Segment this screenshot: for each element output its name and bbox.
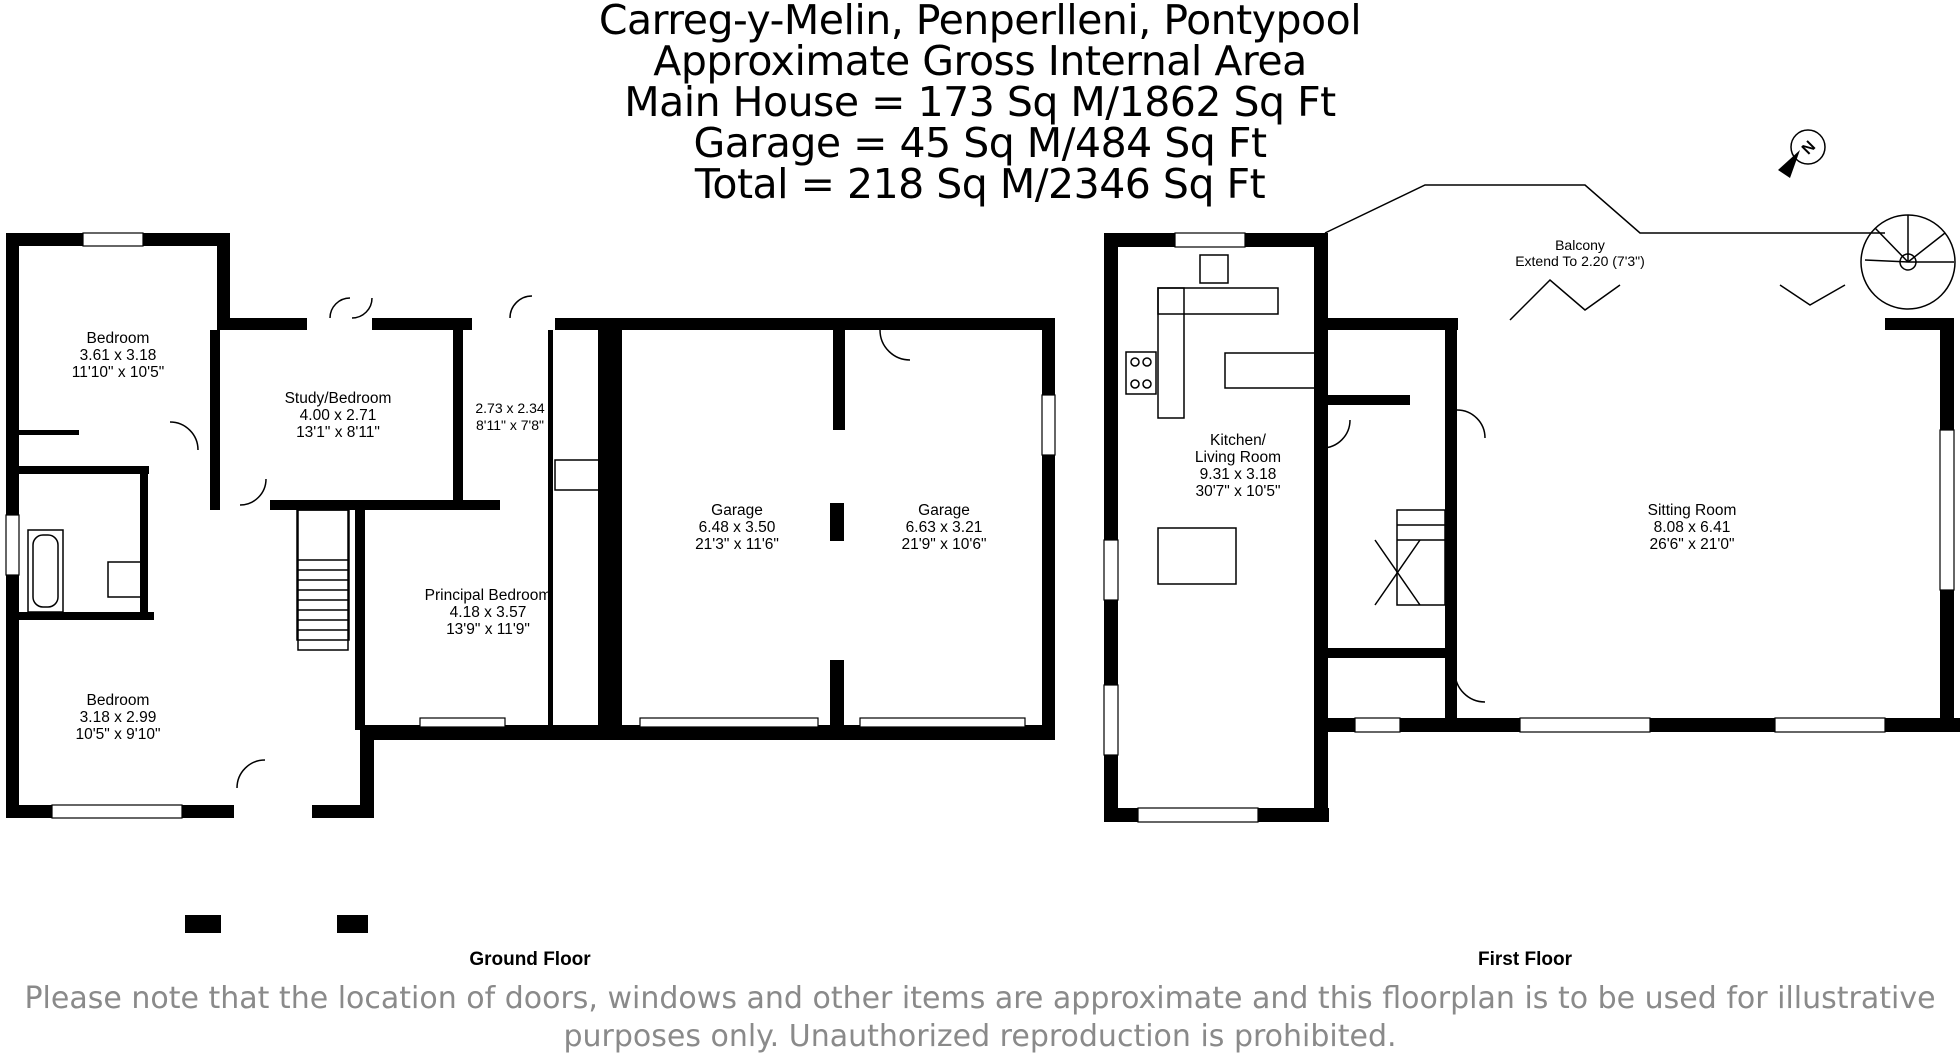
- north-arrow-icon: [1778, 130, 1825, 178]
- gf-study-name: Study/Bedroom: [284, 390, 392, 407]
- gf-bedroom-2-imperial: 10'5" x 9'10": [75, 726, 161, 743]
- gf-garage-2-imperial: 21'9" x 10'6": [901, 536, 987, 553]
- ff-balcony-name: Balcony: [1555, 237, 1605, 253]
- disclaimer-line-2: purposes only. Unauthorized reproduction is prohibited.: [563, 1019, 1397, 1054]
- balcony-outline: [1325, 185, 1885, 233]
- ff-kitchen-name: Kitchen/: [1209, 432, 1267, 449]
- gf-garage-1-imperial: 21'3" x 11'6": [695, 536, 779, 553]
- main-house-area: Main House = 173 Sq M/1862 Sq Ft: [624, 78, 1336, 126]
- gf-principal-bedroom-imperial: 13'9" x 11'9": [446, 621, 530, 638]
- gf-principal-bedroom-name: Principal Bedroom: [424, 587, 552, 604]
- gf-garage-2-metric: 6.63 x 3.21: [905, 519, 983, 536]
- gf-small-room-imperial: 8'11" x 7'8": [476, 417, 544, 433]
- gf-bedroom-1-metric: 3.61 x 3.18: [79, 347, 157, 364]
- garage-area: Garage = 45 Sq M/484 Sq Ft: [693, 119, 1267, 167]
- gf-garage-2-name: Garage: [918, 502, 970, 519]
- ground-floor-label: Ground Floor: [469, 949, 591, 970]
- ground-floor-plan: [6, 233, 1055, 970]
- disclaimer-line-1: Please note that the location of doors, windows and other items are approximate and this floorplan is to be used for illustrative: [24, 981, 1936, 1016]
- gf-small-room-metric: 2.73 x 2.34: [475, 400, 545, 416]
- area-heading: Approximate Gross Internal Area: [653, 37, 1307, 85]
- gf-bedroom-2-metric: 3.18 x 2.99: [79, 709, 157, 726]
- ground-stairs: [298, 510, 348, 650]
- gf-principal-bedroom-metric: 4.18 x 3.57: [449, 604, 527, 621]
- disclaimer: [0, 980, 1960, 1056]
- ff-kitchen-metric: 9.31 x 3.18: [1199, 466, 1277, 483]
- gf-bedroom-1-name: Bedroom: [86, 330, 150, 347]
- total-area: Total = 218 Sq M/2346 Sq Ft: [694, 160, 1266, 208]
- ff-kitchen-name-2: Living Room: [1194, 449, 1282, 466]
- first-floor-plan: [1104, 130, 1960, 970]
- ff-balcony-note: Extend To 2.20 (7'3"): [1515, 253, 1645, 269]
- ff-kitchen-imperial: 30'7" x 10'5": [1195, 483, 1281, 500]
- gf-study-metric: 4.00 x 2.71: [299, 407, 377, 424]
- property-address: Carreg-y-Melin, Penperlleni, Pontypool: [598, 0, 1362, 44]
- ff-sitting-room-imperial: 26'6" x 21'0": [1649, 536, 1735, 553]
- gf-garage-1-name: Garage: [711, 502, 763, 519]
- spiral-stair: [1861, 215, 1955, 309]
- first-floor-label: First Floor: [1478, 949, 1572, 970]
- compass-letter: N: [1798, 137, 1820, 159]
- ff-sitting-room-name: Sitting Room: [1647, 502, 1737, 519]
- gf-garage-1-metric: 6.48 x 3.50: [698, 519, 776, 536]
- gf-bedroom-1-imperial: 11'10" x 10'5": [71, 364, 165, 381]
- gf-study-imperial: 13'1" x 8'11": [296, 424, 380, 441]
- gf-bedroom-2-name: Bedroom: [86, 692, 150, 709]
- ff-sitting-room-metric: 8.08 x 6.41: [1653, 519, 1731, 536]
